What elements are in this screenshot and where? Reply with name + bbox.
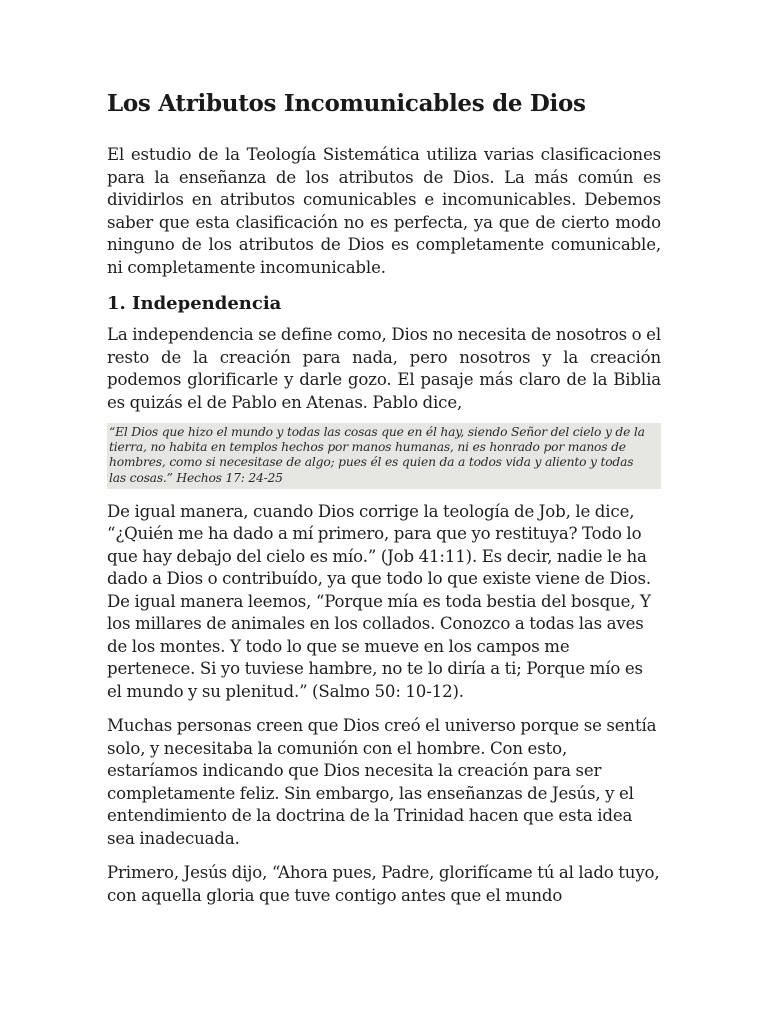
- document-title: Los Atributos Incomunicables de Dios: [107, 90, 586, 117]
- independencia-paragraph-3: Muchas personas creen que Dios creó el universo porque se sentía solo, y necesitaba la comunión con el hombre. Con esto, estaríamos indicando que Dios necesita la creación para ser completamente feliz. Sin embargo, las enseñanzas de Jesús, y el entendimiento de la doctrina de la Trinidad hacen que esta idea sea inadecuada.: [107, 716, 657, 848]
- section-heading-independencia: 1. Independencia: [107, 293, 282, 314]
- independencia-paragraph-2: De igual manera, cuando Dios corrige la teología de Job, le dice, “¿Quién me ha dado a mí primero, para que yo restituya? Todo lo que hay debajo del cielo es mío.” (Job 41:11). Es decir, nadie le ha dado a Dios o contribuído, ya que todo lo que existe viene de Dios. De igual manera leemos, “Porque mía es toda bestia del bosque, Y los millares de animales en los collados. Conozco a todas las aves de los montes. Y todo lo que se mueve en los campos me pertenece. Si yo tuviese hambre, no te lo diría a ti; Porque mío es el mundo y su plenitud.” (Salmo 50: 10-12).: [107, 501, 651, 701]
- document-body: [107, 86, 661, 919]
- independencia-paragraph-4: Primero, Jesús dijo, “Ahora pues, Padre, glorifícame tú al lado tuyo, con aquella gloria que tuve contigo antes que el mundo: [107, 863, 660, 905]
- intro-paragraph: El estudio de la Teología Sistemática utiliza varias clasificaciones para la enseñanza de los atributos de Dios. La más común es dividirlos en atributos comunicables e incomunicables. Debemos saber que esta clasificación no es perfecta, ya que de cierto modo ninguno de los atributos de Dios es completamente comunicable, ni completamente incomunicable.: [107, 145, 661, 277]
- independencia-paragraph-1: La independencia se define como, Dios no necesita de nosotros o el resto de la creación para nada, pero nosotros y la creación podemos glorificarle y darle gozo. El pasaje más claro de la Biblia es quizás el de Pablo en Atenas. Pablo dice,: [107, 325, 661, 412]
- scripture-quote-block: “El Dios que hizo el mundo y todas las cosas que en él hay, siendo Señor del cielo y de la tierra, no habita en templos hechos por manos humanas, ni es honrado por manos de hombres, como si necesitase de algo; pues él es quien da a todos vida y aliento y todas las cosas.” Hechos 17: 24-25: [107, 423, 661, 489]
